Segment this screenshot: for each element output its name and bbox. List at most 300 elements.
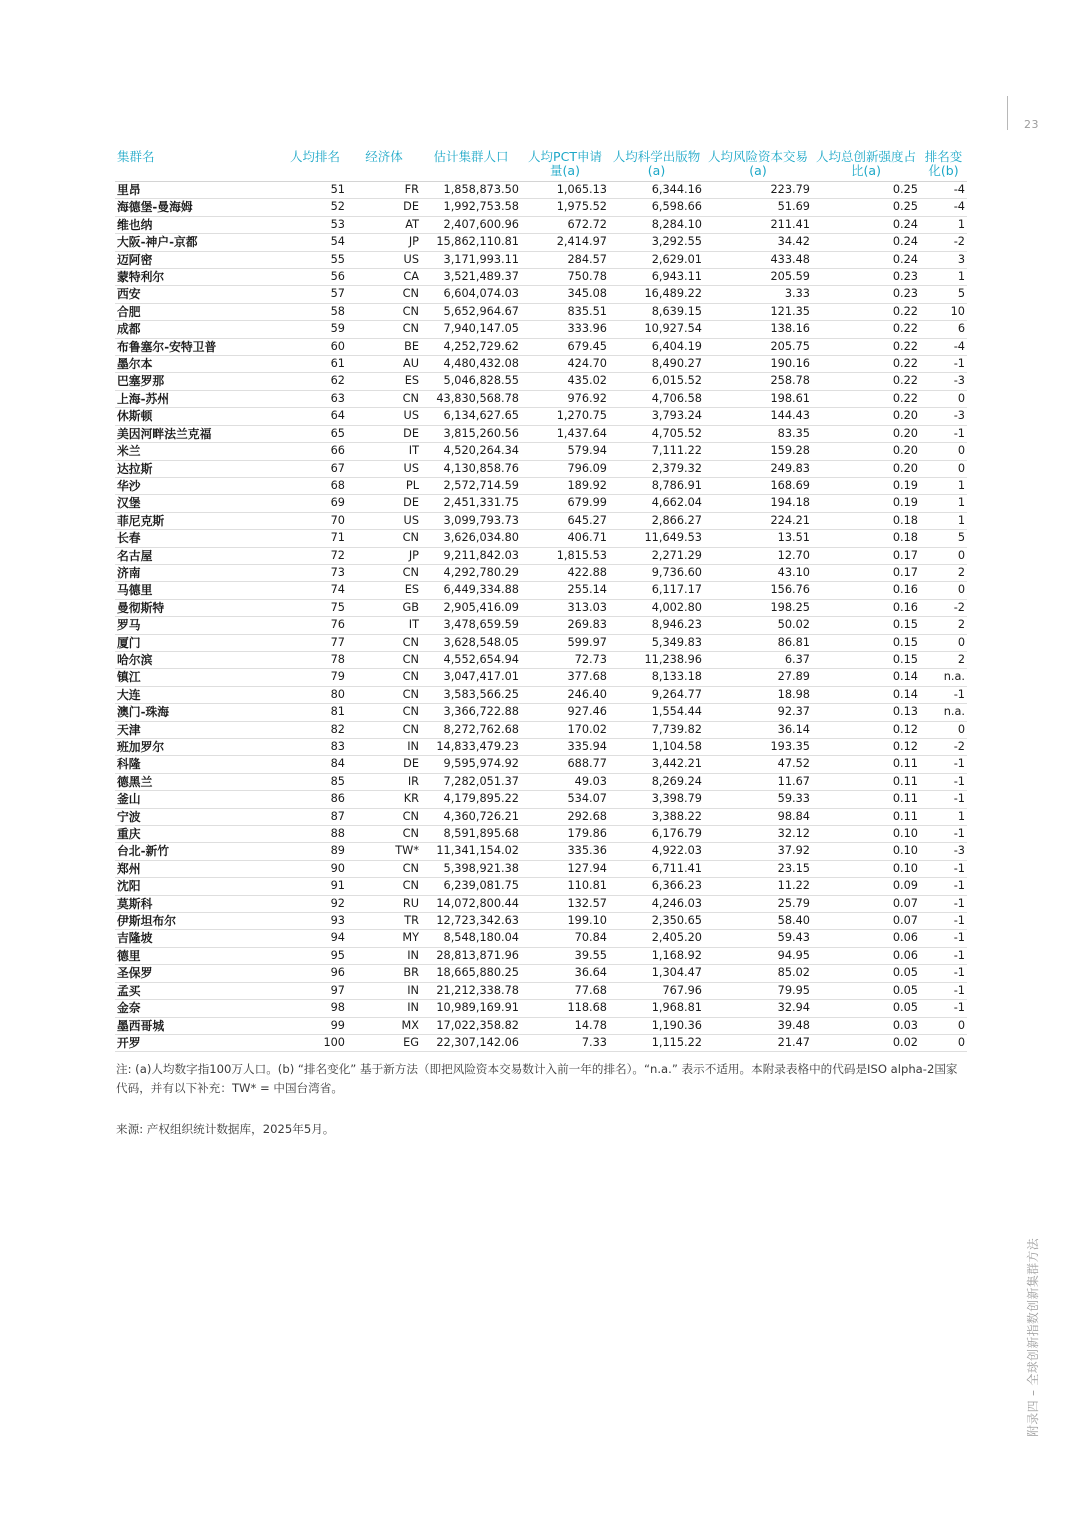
cell-pct: 406.71 (521, 530, 609, 547)
cell-vc: 36.14 (704, 721, 812, 738)
table-row (115, 408, 967, 425)
cell-cluster-name: 德里 (115, 947, 283, 964)
cell-rank-change: -3 (920, 373, 967, 390)
cell-intensity: 0.12 (812, 739, 920, 756)
cell-population: 1,858,873.50 (421, 182, 521, 199)
cell-cluster-name: 罗马 (115, 617, 283, 634)
cell-rank-change: -1 (920, 826, 967, 843)
cell-rank-change: 6 (920, 321, 967, 338)
cell-population: 2,407,600.96 (421, 216, 521, 233)
cell-pct: 127.94 (521, 860, 609, 877)
cell-economy: CN (347, 286, 421, 303)
cell-cluster-name: 休斯顿 (115, 408, 283, 425)
cell-intensity: 0.06 (812, 947, 920, 964)
cell-intensity: 0.18 (812, 512, 920, 529)
table-row (115, 338, 967, 355)
cell-cluster-name: 华沙 (115, 477, 283, 494)
cell-rank: 65 (283, 425, 347, 442)
cell-population: 5,398,921.38 (421, 860, 521, 877)
cell-rank-change: 1 (920, 512, 967, 529)
cell-population: 12,723,342.63 (421, 913, 521, 930)
cell-vc: 138.16 (704, 321, 812, 338)
table-row (115, 269, 967, 286)
cell-pct: 255.14 (521, 582, 609, 599)
cell-sci: 3,398.79 (609, 791, 704, 808)
cell-sci: 4,662.04 (609, 495, 704, 512)
cell-rank-change: -1 (920, 1000, 967, 1017)
cell-pct: 645.27 (521, 512, 609, 529)
cell-rank-change: 0 (920, 443, 967, 460)
cell-cluster-name: 汉堡 (115, 495, 283, 512)
cell-intensity: 0.11 (812, 791, 920, 808)
cell-pct: 110.81 (521, 878, 609, 895)
cell-intensity: 0.24 (812, 234, 920, 251)
cell-population: 3,171,993.11 (421, 251, 521, 268)
cell-sci: 2,405.20 (609, 930, 704, 947)
cell-sci: 6,943.11 (609, 269, 704, 286)
table-row (115, 913, 967, 930)
cell-rank: 86 (283, 791, 347, 808)
cell-intensity: 0.25 (812, 199, 920, 216)
cell-pct: 14.78 (521, 1017, 609, 1034)
cell-rank: 68 (283, 477, 347, 494)
cell-sci: 2,271.29 (609, 547, 704, 564)
cell-rank: 99 (283, 1017, 347, 1034)
cell-population: 9,211,842.03 (421, 547, 521, 564)
cell-rank-change: -4 (920, 182, 967, 199)
cell-population: 4,520,264.34 (421, 443, 521, 460)
table-header-row (115, 150, 967, 182)
table-row (115, 895, 967, 912)
cell-intensity: 0.19 (812, 495, 920, 512)
cell-vc: 11.67 (704, 773, 812, 790)
cell-vc: 11.22 (704, 878, 812, 895)
cell-rank: 81 (283, 704, 347, 721)
cell-rank-change: -1 (920, 982, 967, 999)
table-row (115, 582, 967, 599)
table-row (115, 704, 967, 721)
cell-rank: 95 (283, 947, 347, 964)
cell-sci: 6,176.79 (609, 826, 704, 843)
table-row (115, 651, 967, 668)
cell-economy: IR (347, 773, 421, 790)
table-row (115, 686, 967, 703)
cell-pct: 688.77 (521, 756, 609, 773)
cell-rank-change: -1 (920, 756, 967, 773)
cell-intensity: 0.20 (812, 443, 920, 460)
cell-economy: PL (347, 477, 421, 494)
cell-sci: 6,015.52 (609, 373, 704, 390)
cell-rank: 70 (283, 512, 347, 529)
cell-pct: 292.68 (521, 808, 609, 825)
cell-vc: 32.94 (704, 1000, 812, 1017)
cell-sci: 2,379.32 (609, 460, 704, 477)
cell-cluster-name: 济南 (115, 564, 283, 581)
cell-pct: 435.02 (521, 373, 609, 390)
cell-vc: 198.61 (704, 390, 812, 407)
page-number-divider (1007, 96, 1008, 130)
cell-cluster-name: 沈阳 (115, 878, 283, 895)
cell-economy: ES (347, 373, 421, 390)
cell-rank-change: -3 (920, 408, 967, 425)
cell-population: 17,022,358.82 (421, 1017, 521, 1034)
cell-sci: 11,649.53 (609, 530, 704, 547)
cell-rank-change: -1 (920, 686, 967, 703)
cell-population: 5,046,828.55 (421, 373, 521, 390)
cell-economy: US (347, 251, 421, 268)
cell-pct: 269.83 (521, 617, 609, 634)
cell-cluster-name: 米兰 (115, 443, 283, 460)
cell-cluster-name: 重庆 (115, 826, 283, 843)
cell-vc: 85.02 (704, 965, 812, 982)
cell-pct: 1,815.53 (521, 547, 609, 564)
cell-rank-change: 1 (920, 216, 967, 233)
cell-pct: 313.03 (521, 599, 609, 616)
table-row (115, 1000, 967, 1017)
cell-economy: JP (347, 547, 421, 564)
table-row (115, 1034, 967, 1051)
cell-population: 43,830,568.78 (421, 390, 521, 407)
table-row (115, 251, 967, 268)
cell-rank: 94 (283, 930, 347, 947)
cell-cluster-name: 大连 (115, 686, 283, 703)
cell-vc: 51.69 (704, 199, 812, 216)
cell-rank-change: 1 (920, 269, 967, 286)
cell-rank-change: -2 (920, 739, 967, 756)
cell-economy: CN (347, 651, 421, 668)
cell-pct: 796.09 (521, 460, 609, 477)
cell-intensity: 0.22 (812, 338, 920, 355)
cell-population: 4,480,432.08 (421, 356, 521, 373)
cell-population: 10,989,169.91 (421, 1000, 521, 1017)
cell-sci: 4,246.03 (609, 895, 704, 912)
cell-economy: DE (347, 756, 421, 773)
header-vc: 人均风险资本交易(a) (704, 150, 812, 182)
header-sci: 人均科学出版物(a) (609, 150, 704, 182)
cell-population: 6,134,627.65 (421, 408, 521, 425)
cell-vc: 92.37 (704, 704, 812, 721)
cell-rank-change: 5 (920, 286, 967, 303)
cell-intensity: 0.03 (812, 1017, 920, 1034)
cell-economy: CN (347, 303, 421, 320)
cell-rank: 78 (283, 651, 347, 668)
cell-rank-change: 2 (920, 617, 967, 634)
cell-sci: 4,002.80 (609, 599, 704, 616)
cell-vc: 79.95 (704, 982, 812, 999)
cell-rank-change: 0 (920, 1017, 967, 1034)
cell-rank-change: -4 (920, 199, 967, 216)
cell-vc: 258.78 (704, 373, 812, 390)
table-row (115, 199, 967, 216)
cell-pct: 49.03 (521, 773, 609, 790)
cell-cluster-name: 吉隆坡 (115, 930, 283, 947)
cell-rank: 66 (283, 443, 347, 460)
cell-vc: 194.18 (704, 495, 812, 512)
cell-rank-change: -1 (920, 947, 967, 964)
table-row (115, 721, 967, 738)
table-row (115, 564, 967, 581)
cell-intensity: 0.22 (812, 356, 920, 373)
cell-economy: CN (347, 808, 421, 825)
cell-cluster-name: 布鲁塞尔-安特卫普 (115, 338, 283, 355)
cell-rank-change: 5 (920, 530, 967, 547)
cell-rank-change: 0 (920, 390, 967, 407)
cell-rank-change: -1 (920, 356, 967, 373)
cell-rank-change: 0 (920, 582, 967, 599)
cell-vc: 27.89 (704, 669, 812, 686)
cell-cluster-name: 科隆 (115, 756, 283, 773)
cell-vc: 168.69 (704, 477, 812, 494)
cell-economy: IN (347, 947, 421, 964)
cell-sci: 4,922.03 (609, 843, 704, 860)
cell-sci: 2,629.01 (609, 251, 704, 268)
cell-intensity: 0.10 (812, 860, 920, 877)
cell-sci: 9,264.77 (609, 686, 704, 703)
cell-sci: 6,366.23 (609, 878, 704, 895)
cell-intensity: 0.19 (812, 477, 920, 494)
cell-rank: 93 (283, 913, 347, 930)
cell-sci: 4,706.58 (609, 390, 704, 407)
cell-pct: 118.68 (521, 1000, 609, 1017)
cell-vc: 37.92 (704, 843, 812, 860)
cell-population: 3,628,548.05 (421, 634, 521, 651)
cell-intensity: 0.06 (812, 930, 920, 947)
cell-pct: 750.78 (521, 269, 609, 286)
cell-vc: 98.84 (704, 808, 812, 825)
cell-cluster-name: 澳门-珠海 (115, 704, 283, 721)
cell-pct: 170.02 (521, 721, 609, 738)
table-body (115, 182, 967, 1052)
cell-cluster-name: 长春 (115, 530, 283, 547)
cell-sci: 1,168.92 (609, 947, 704, 964)
cell-cluster-name: 达拉斯 (115, 460, 283, 477)
header-population: 估计集群人口 (421, 150, 521, 182)
cell-rank-change: 1 (920, 808, 967, 825)
cell-cluster-name: 合肥 (115, 303, 283, 320)
cell-vc: 13.51 (704, 530, 812, 547)
cell-intensity: 0.11 (812, 756, 920, 773)
table-row (115, 669, 967, 686)
cell-economy: EG (347, 1034, 421, 1051)
cell-intensity: 0.15 (812, 651, 920, 668)
cluster-ranking-table (115, 150, 967, 1052)
cell-intensity: 0.24 (812, 216, 920, 233)
cell-cluster-name: 金奈 (115, 1000, 283, 1017)
cell-cluster-name: 厦门 (115, 634, 283, 651)
cell-rank: 51 (283, 182, 347, 199)
cell-economy: CN (347, 530, 421, 547)
cell-rank: 85 (283, 773, 347, 790)
table-row (115, 808, 967, 825)
cell-rank: 64 (283, 408, 347, 425)
cell-rank: 71 (283, 530, 347, 547)
cell-rank: 73 (283, 564, 347, 581)
cell-pct: 534.07 (521, 791, 609, 808)
cell-pct: 189.92 (521, 477, 609, 494)
cell-population: 3,815,260.56 (421, 425, 521, 442)
cell-sci: 10,927.54 (609, 321, 704, 338)
cell-rank: 77 (283, 634, 347, 651)
header-rank: 人均排名 (283, 150, 347, 182)
cell-intensity: 0.07 (812, 913, 920, 930)
cell-rank: 98 (283, 1000, 347, 1017)
cell-intensity: 0.22 (812, 373, 920, 390)
table-row (115, 599, 967, 616)
cell-intensity: 0.14 (812, 686, 920, 703)
cell-intensity: 0.20 (812, 425, 920, 442)
table-row (115, 460, 967, 477)
cell-population: 3,099,793.73 (421, 512, 521, 529)
cell-cluster-name: 马德里 (115, 582, 283, 599)
cell-economy: CN (347, 704, 421, 721)
cell-rank-change: 1 (920, 477, 967, 494)
cell-rank-change: 3 (920, 251, 967, 268)
header-intensity: 人均总创新强度占比(a) (812, 150, 920, 182)
cell-economy: DE (347, 425, 421, 442)
cell-rank-change: -3 (920, 843, 967, 860)
cell-sci: 3,793.24 (609, 408, 704, 425)
cell-rank-change: -2 (920, 599, 967, 616)
cell-population: 8,272,762.68 (421, 721, 521, 738)
cell-pct: 422.88 (521, 564, 609, 581)
cell-cluster-name: 大阪-神户-京都 (115, 234, 283, 251)
cell-population: 28,813,871.96 (421, 947, 521, 964)
table-row (115, 234, 967, 251)
table-row (115, 425, 967, 442)
cell-economy: RU (347, 895, 421, 912)
cell-population: 22,307,142.06 (421, 1034, 521, 1051)
cell-sci: 6,598.66 (609, 199, 704, 216)
cell-intensity: 0.07 (812, 895, 920, 912)
table-row (115, 756, 967, 773)
cell-pct: 36.64 (521, 965, 609, 982)
cell-cluster-name: 班加罗尔 (115, 739, 283, 756)
cell-intensity: 0.15 (812, 617, 920, 634)
cell-sci: 7,739.82 (609, 721, 704, 738)
cell-pct: 927.46 (521, 704, 609, 721)
cell-cluster-name: 美因河畔法兰克福 (115, 425, 283, 442)
cell-population: 8,591,895.68 (421, 826, 521, 843)
cell-rank: 87 (283, 808, 347, 825)
cell-population: 1,992,753.58 (421, 199, 521, 216)
table-row (115, 982, 967, 999)
cell-rank: 88 (283, 826, 347, 843)
table-row (115, 791, 967, 808)
cell-sci: 1,304.47 (609, 965, 704, 982)
cell-vc: 190.16 (704, 356, 812, 373)
cell-population: 8,548,180.04 (421, 930, 521, 947)
cell-sci: 2,350.65 (609, 913, 704, 930)
cell-cluster-name: 宁波 (115, 808, 283, 825)
cell-rank-change: -1 (920, 860, 967, 877)
cell-economy: CN (347, 878, 421, 895)
cell-rank-change: 0 (920, 460, 967, 477)
cell-rank: 83 (283, 739, 347, 756)
cell-intensity: 0.18 (812, 530, 920, 547)
cell-intensity: 0.13 (812, 704, 920, 721)
table-source: 来源: 产权组织统计数据库，2025年5月。 (116, 1122, 335, 1136)
cell-economy: TW* (347, 843, 421, 860)
cell-rank-change: 0 (920, 547, 967, 564)
cell-sci: 1,190.36 (609, 1017, 704, 1034)
cell-pct: 199.10 (521, 913, 609, 930)
cell-cluster-name: 成都 (115, 321, 283, 338)
cell-economy: CN (347, 669, 421, 686)
cell-sci: 5,349.83 (609, 634, 704, 651)
cell-sci: 3,442.21 (609, 756, 704, 773)
cell-rank: 92 (283, 895, 347, 912)
cell-cluster-name: 墨西哥城 (115, 1017, 283, 1034)
cell-vc: 47.52 (704, 756, 812, 773)
cell-population: 4,292,780.29 (421, 564, 521, 581)
table-row (115, 390, 967, 407)
cell-rank-change: -1 (920, 895, 967, 912)
cell-cluster-name: 哈尔滨 (115, 651, 283, 668)
cell-vc: 193.35 (704, 739, 812, 756)
table-row (115, 843, 967, 860)
cell-cluster-name: 伊斯坦布尔 (115, 913, 283, 930)
cell-pct: 976.92 (521, 390, 609, 407)
cell-vc: 94.95 (704, 947, 812, 964)
cell-vc: 25.79 (704, 895, 812, 912)
cell-pct: 335.94 (521, 739, 609, 756)
cell-vc: 223.79 (704, 182, 812, 199)
table-row (115, 547, 967, 564)
cell-economy: IN (347, 739, 421, 756)
table-row (115, 356, 967, 373)
cell-cluster-name: 上海-苏州 (115, 390, 283, 407)
cell-vc: 156.76 (704, 582, 812, 599)
cell-rank: 80 (283, 686, 347, 703)
cell-economy: CN (347, 564, 421, 581)
cell-economy: ES (347, 582, 421, 599)
cell-rank: 79 (283, 669, 347, 686)
header-economy: 经济体 (347, 150, 421, 182)
cell-economy: CN (347, 321, 421, 338)
table-row (115, 182, 967, 199)
cell-pct: 579.94 (521, 443, 609, 460)
cell-cluster-name: 墨尔本 (115, 356, 283, 373)
table-row (115, 286, 967, 303)
cell-economy: TR (347, 913, 421, 930)
cell-pct: 679.99 (521, 495, 609, 512)
cell-economy: US (347, 460, 421, 477)
table-row (115, 617, 967, 634)
cell-rank-change: 0 (920, 634, 967, 651)
cell-pct: 345.08 (521, 286, 609, 303)
cell-rank-change: n.a. (920, 704, 967, 721)
cell-rank: 57 (283, 286, 347, 303)
cell-economy: CA (347, 269, 421, 286)
cell-sci: 8,639.15 (609, 303, 704, 320)
cell-rank-change: 2 (920, 564, 967, 581)
cell-population: 21,212,338.78 (421, 982, 521, 999)
cell-economy: FR (347, 182, 421, 199)
cell-rank-change: 1 (920, 495, 967, 512)
cell-rank-change: -1 (920, 930, 967, 947)
cell-cluster-name: 釜山 (115, 791, 283, 808)
cell-intensity: 0.16 (812, 599, 920, 616)
cell-pct: 835.51 (521, 303, 609, 320)
cell-rank-change: 0 (920, 721, 967, 738)
cell-vc: 59.33 (704, 791, 812, 808)
cell-population: 5,652,964.67 (421, 303, 521, 320)
cell-cluster-name: 里昂 (115, 182, 283, 199)
cell-population: 4,252,729.62 (421, 338, 521, 355)
cell-cluster-name: 德黑兰 (115, 773, 283, 790)
cell-population: 15,862,110.81 (421, 234, 521, 251)
cell-vc: 18.98 (704, 686, 812, 703)
